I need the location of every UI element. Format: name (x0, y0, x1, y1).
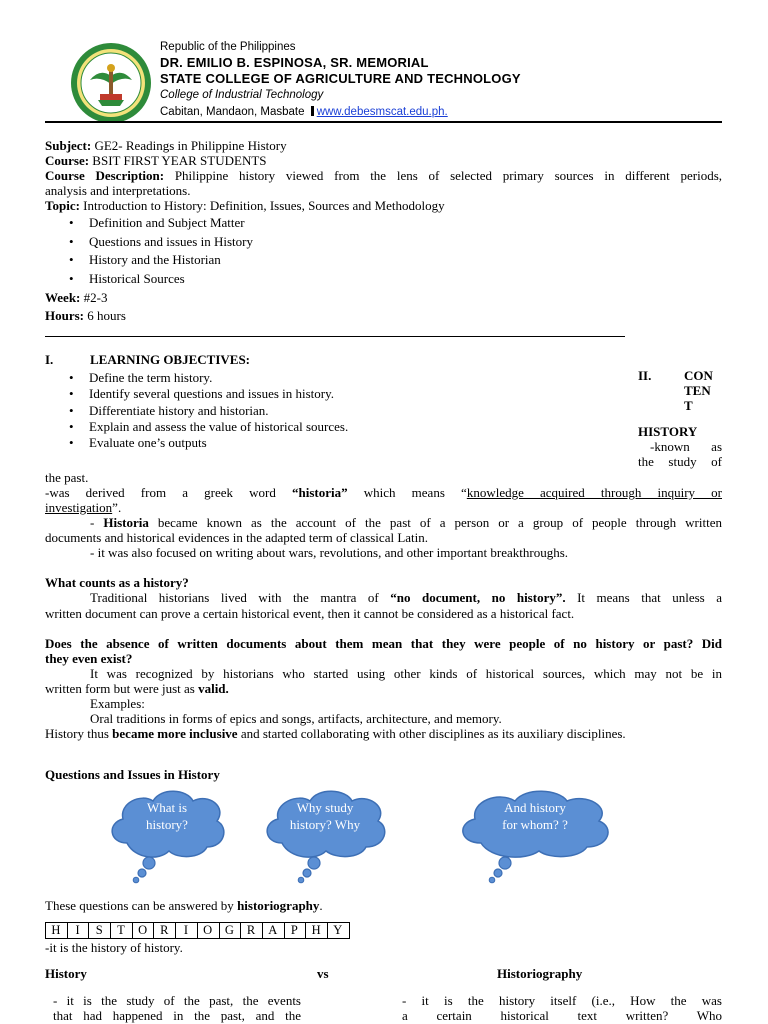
college-seal-logo (70, 42, 152, 124)
header-college-line1: DR. EMILIO B. ESPINOSA, SR. MEMORIAL (160, 55, 429, 70)
right-col-line2: a certain historical text written? Who (402, 1008, 722, 1023)
counts-heading: What counts as a history? (45, 575, 189, 590)
vs-label: vs (317, 966, 329, 981)
objectives-title: LEARNING OBJECTIVES: (90, 352, 251, 367)
letter-box: R (241, 923, 263, 938)
col-left-heading: History (45, 966, 87, 981)
list-item: • Historical Sources (45, 270, 253, 289)
objectives-number: I. (45, 352, 54, 367)
content-title: CON TEN T (684, 368, 713, 413)
topic-line: Topic: Introduction to History: Definition, Issues, Sources and Methodology (45, 198, 445, 213)
letter-box: H (46, 923, 68, 938)
history-heading: HISTORY (638, 424, 698, 439)
header-address-line (160, 105, 448, 120)
objectives-list (45, 370, 348, 451)
left-col-line2: that had happened in the past, and the (53, 1008, 301, 1023)
subject-line: Subject: GE2- Readings in Philippine History (45, 138, 287, 153)
header-rule (45, 121, 722, 123)
list-item: • Questions and issues in History (45, 233, 253, 252)
historia-line2: documents and historical evidences in the adapted term of classical Latin. (45, 530, 429, 545)
examples-text: Oral traditions in forms of epics and songs, artifacts, architecture, and memory. (90, 711, 502, 726)
list-item: • Definition and Subject Matter (45, 214, 253, 233)
derived-line2: investigation”. (45, 500, 122, 515)
counts-line1: Traditional historians lived with the mantra of “no document, no history”. It means that unless a (90, 590, 722, 605)
header-republic: Republic of the Philippines (160, 41, 296, 53)
letter-box: O (133, 923, 155, 938)
letter-box: I (176, 923, 198, 938)
letter-box: A (263, 923, 285, 938)
list-item: • Identify several questions and issues in history. (45, 386, 348, 402)
col-right-heading: Historiography (497, 966, 583, 981)
content-number: II. (638, 368, 652, 383)
questions-heading: Questions and Issues in History (45, 767, 220, 782)
list-item: • Explain and assess the value of historical sources. (45, 419, 348, 435)
inclusive-line: History thus became more inclusive and started collaborating with other disciplines as its auxiliary disciplines. (45, 726, 626, 741)
header-department: College of Industrial Technology (160, 89, 324, 101)
history-def-3: the past. (45, 470, 89, 485)
history-def-1: -known as (650, 439, 722, 454)
thought-cloud-3 (455, 785, 615, 885)
week-line: Week: #2-3 (45, 290, 108, 305)
absence-heading-2: they even exist? (45, 651, 133, 666)
examples-label: Examples: (90, 696, 145, 711)
absence-p1-line1: It was recognized by historians who started using other kinds of historical sources, which may not be in (90, 666, 722, 681)
right-col-line1: - it is the history itself (i.e., How the was (402, 993, 722, 1008)
letter-box: P (285, 923, 307, 938)
course-description-line1: Course Description: Philippine history viewed from the lens of selected primary sources in different periods, (45, 168, 722, 183)
historia-line1: - Historia became known as the account of the past of a person or a group of people through written (90, 515, 722, 530)
cloud-1-text: What is history? (146, 800, 188, 832)
absence-heading-1: Does the absence of written documents about them mean that they were people of no history or past? Did (45, 636, 722, 651)
left-col-line1: - it is the study of the past, the events (53, 993, 301, 1008)
header-address: Cabitan, Mandaon, Masbate (160, 106, 305, 118)
website-link[interactable]: www.debesmscat.edu.ph. (316, 106, 448, 118)
letter-box: I (68, 923, 90, 938)
list-item: • History and the Historian (45, 251, 253, 270)
letter-box: H (306, 923, 328, 938)
letter-box: Y (333, 923, 344, 937)
thought-cloud-1 (105, 785, 229, 885)
thought-cloud-2 (260, 785, 390, 885)
topic-list (45, 214, 253, 289)
course-description-line2: analysis and interpretations. (45, 183, 191, 198)
letter-box: T (111, 923, 133, 938)
letter-box: O (198, 923, 220, 938)
historiography-def: -it is the history of history. (45, 940, 183, 955)
letter-box: R (154, 923, 176, 938)
list-item: • Define the term history. (45, 370, 348, 386)
absence-p1-line2: written form but were just as valid. (45, 681, 229, 696)
hours-line: Hours: 6 hours (45, 308, 126, 323)
course-line: Course: BSIT FIRST YEAR STUDENTS (45, 153, 267, 168)
history-def-2: the study of (638, 454, 722, 469)
focused-line: - it was also focused on writing about wars, revolutions, and other important breakthroughs. (90, 545, 569, 560)
counts-line2: written document can prove a certain historical event, then it cannot be considered as a historical fact. (45, 606, 575, 621)
cloud-3-text: And history for whom? ? (502, 800, 568, 832)
cloud-2-text: Why study history? Why (289, 800, 361, 832)
header-college-line2: STATE COLLEGE OF AGRICULTURE AND TECHNOLOGY (160, 71, 521, 86)
historiography-letter-boxes (45, 922, 350, 939)
derived-line1: -was derived from a greek word “historia” which means “knowledge acquired through inquiry or (45, 485, 722, 500)
divider-bar (311, 106, 314, 116)
list-item: • Differentiate history and historian. (45, 403, 348, 419)
list-item: • Evaluate one’s outputs (45, 435, 348, 451)
answered-line: These questions can be answered by historiography. (45, 898, 323, 913)
letter-box: G (220, 923, 242, 938)
letter-box: S (89, 923, 111, 938)
section-rule (45, 336, 625, 337)
